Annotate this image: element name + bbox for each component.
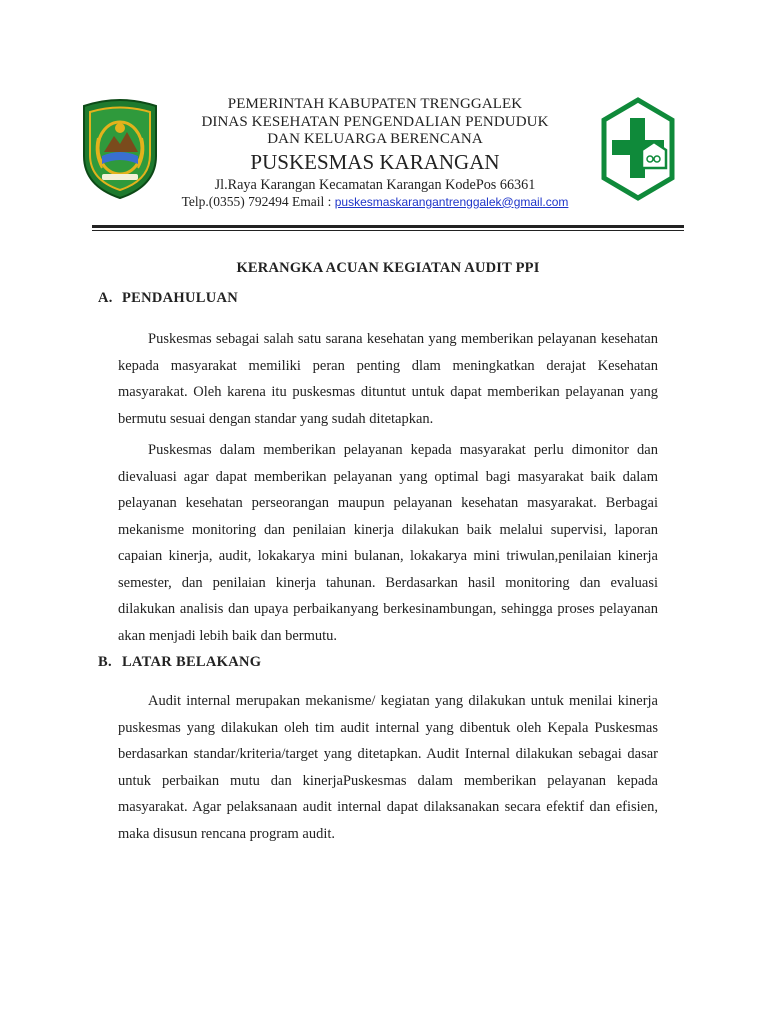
- paragraph: Puskesmas dalam memberikan pelayanan kepada masyarakat perlu dimonitor dan dievaluasi agar dapat memberikan pelayanan yang optimal bagi masyarakat baik dalam pelayanan kesehatan perseorangan maupun pelayanan kesehatan masyarakat. Berbagai mekanisme monitoring dan penilaian kinerja dilakukan baik melalui supervisi, laporan capaian kinerja, audit, lokakarya mini bulanan, lokakarya mini triwulan,penilaian kinerja semester, dan penilaian kinerja tahunan. Berdasarkan hasil monitoring dan evaluasi dilakukan analisis dan upaya perbaikanyang berkesinambungan, sehingga proses pelayanan akan menjadi lebih baik dan bermutu.: [118, 442, 658, 644]
- section-heading-a: [98, 290, 238, 307]
- trenggalek-emblem-icon: [80, 98, 160, 200]
- section-title: PENDAHULUAN: [121, 290, 239, 306]
- organization-name: PUSKESMAS KARANGAN: [250, 150, 500, 175]
- paragraph: Puskesmas sebagai salah satu sarana kesehatan yang memberikan pelayanan kesehatan kepada masyarakat memiliki peran penting dlam meningkatkan derajat Kesehatan masyarakat. Oleh karena itu puskesmas dituntut untuk dapat memberikan pelayanan yang bermutu sesuai dengan standar yang sudah ditetapkan.: [118, 331, 658, 427]
- agency-line: DINAS KESEHATAN PENGENDALIAN PENDUDUK: [201, 113, 549, 130]
- government-line: PEMERINTAH KABUPATEN TRENGGALEK: [227, 96, 523, 112]
- email-link[interactable]: puskesmaskarangantrenggalek@gmail.com: [334, 194, 569, 209]
- letterhead: [150, 96, 600, 210]
- contact-line: [150, 194, 600, 210]
- section-number: A.: [98, 290, 113, 306]
- header-rule-thin: [92, 230, 684, 231]
- section-title: LATAR BELAKANG: [121, 654, 262, 670]
- paragraph: Audit internal merupakan mekanisme/ kegiatan yang dilakukan untuk menilai kinerja puskesmas yang dilakukan oleh tim audit internal yang dibentuk oleh Kepala Puskesmas berdasarkan standar/kriteria/target yang ditetapkan. Audit Internal dilakukan sebagai dasar untuk perbaikan mutu dan kinerjaPuskesmas dalam memberikan pelayanan kepada masyarakat. Agar pelaksanaan audit internal dapat dilaksanakan secara efektif dan efisien, maka disusun rencana program audit.: [118, 693, 658, 842]
- agency-line-continued: DAN KELUARGA BERENCANA: [267, 131, 483, 148]
- phone-label: Telp.(0355) 792494 Email :: [181, 193, 332, 209]
- document-title: KERANGKA ACUAN KEGIATAN AUDIT PPI: [236, 260, 540, 276]
- section-heading-b: [98, 654, 261, 671]
- header-rule-thick: [92, 225, 684, 228]
- puskesmas-cross-icon: [600, 96, 676, 202]
- address-line: Jl.Raya Karangan Kecamatan Karangan KodePos 66361: [214, 176, 536, 193]
- section-number: B.: [98, 654, 112, 670]
